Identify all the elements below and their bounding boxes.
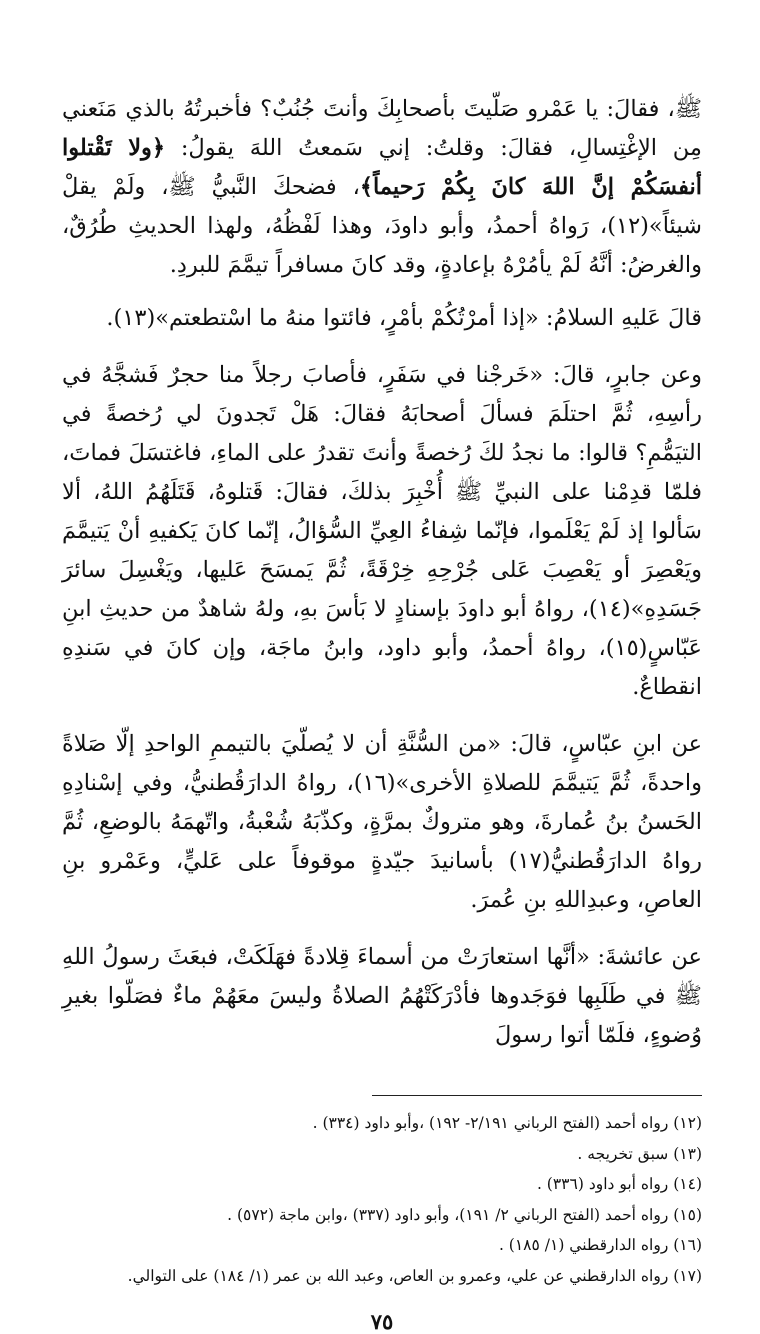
footnote-15: (١٥) رواه أحمد (الفتح الرباني ٢/ ١٩١)، وأبو داود (٣٣٧) ،وابن ماجة (٥٧٢) . <box>227 1205 702 1224</box>
footnote-14: (١٤) رواه أبو داود (٣٣٦) . <box>536 1175 702 1193</box>
body-text <box>62 90 702 1055</box>
quran-verse: ﴿ولا تَقْتلوا أنفسَكُمْ إنَّ اللهَ كانَ بِكُمْ رَحيماً﴾ <box>62 135 702 200</box>
paragraph-command-hadith: قالَ عَليهِ السلامُ: «إذا أمرْتُكُمْ بأمْرٍ، فائتوا منهُ ما اسْتطعتم»(١٣). <box>106 305 702 331</box>
paragraph-jabir-hadith: وعن جابرٍ، قالَ: «خَرجْنا في سَفَرٍ، فأصابَ رجلاً منا حجرٌ فَشجَّهُ في رأسِهِ، ثُمَّ احتلَمَ فسألَ أصحابَهُ فقالَ: هَلْ تَجدونَ لي رُخصةً في التيَمُّمِ؟ قالوا: ما نجدُ لكَ رُخصةً وأنتَ تقدرُ على الماءِ، فاغتسَلَ فماتَ، فلمّا قدِمْنا على النبيِّ ﷺ أُخْبِرَ بذلكَ، فقالَ: قَتلوهُ، قَتَلَهُمُ اللهُ، ألا سَألوا إذ لَمْ يَعْلَموا، فإنّما شِفاءُ العِيِّ السُّؤالُ، إنّما كانَ يَكفيهِ أنْ يَتيمَّمَ ويَعْصِرَ أو يَعْصِبَ عَلى جُرْحِهِ خِرْقَةً، ثُمَّ يَمسَحَ عَليها، ويَغْسِلَ سائرَ جَسَدِهِ»(١٤)، رواهُ أبو داودَ بإسنادٍ لا بَأسَ بهِ، ولهُ شاهدٌ من حديثِ ابنِ عَبّاسٍ(١٥)، رواهُ أحمدُ، وأبو داود، وابنُ ماجَة، وإن كانَ في سَندِهِ انقطاعٌ. <box>62 362 702 700</box>
paragraph-aisha-hadith: عن عائشةَ: «أنَّها استعارَتْ من أسماءَ قِلادةً فهَلَكَتْ، فبعَثَ رسولُ اللهِ ﷺ في طَلَبِها فوَجَدوها فأدْرَكَتْهُمُ الصلاةُ وليسَ معَهُمْ ماءٌ فصَلّوا بغيرِ وُضوءٍ، فلَمّا أتوا رسولَ <box>62 944 702 1048</box>
paragraph-text: ، فضحكَ النَّبيُّ ﷺ، ولَمْ يقلْ شيئاً»(١٢)، رَواهُ أحمدُ، وأبو داودَ، وهذا لَفْظُهُ، ولهذا الحديثِ طُرُقٌ، والغرضُ: أنَّهُ لَمْ يأمُرْهُ بإعادةٍ، وقد كانَ مسافراً تيمَّمَ للبردِ. <box>62 174 702 278</box>
footnote-separator <box>372 1095 702 1096</box>
footnote-17: (١٧) رواه الدارقطني عن علي، وعمرو بن العاص، وعبد الله بن عمر (١/ ١٨٤) على التوالي. <box>127 1266 702 1285</box>
footnotes <box>62 1108 702 1291</box>
paragraph-amr-hadith <box>62 90 702 285</box>
page-number: ٧٥ <box>370 1309 394 1334</box>
footnote-13: (١٣) سبق تخريجه . <box>577 1144 702 1163</box>
footnote-16: (١٦) رواه الدارقطني (١/ ١٨٥) . <box>498 1236 702 1254</box>
footnote-12: (١٢) رواه أحمد (الفتح الرباني ٢/١٩١- ١٩٢) ،وأبو داود (٣٣٤) . <box>312 1114 702 1132</box>
paragraph-text: ﷺ، فقالَ: يا عَمْرو صَلّيتَ بأصحابِكَ وأنتَ جُنُبٌ؟ فأخبرتُهُ بالذي مَنَعني مِن الإغْتِسالِ، فقالَ: وقلتُ: إني سَمعتُ اللهَ يقولُ: <box>62 96 702 161</box>
paragraph-ibn-abbas-hadith: عن ابنِ عبّاسٍ، قالَ: «من السُّنَّةِ أن لا يُصلّيَ بالتيممِ الواحدِ إلّا صَلاةً واحدةً، ثُمَّ يَتيمَّمَ للصلاةِ الأخرى»(١٦)، رواهُ الدارَقُطنيُّ، وفي إسْنادِهِ الحَسنُ بنُ عُمارةَ، وهو متروكٌ بمرَّةٍ، وكذّبَهُ شُعْبةُ، واتّهمَهُ بالوضعِ، ثُمَّ رواهُ الدارَقُطنيُّ(١٧) بأسانيدَ جيّدةٍ موقوفاً على عَليٍّ، وعَمْرو بنِ العاصِ، وعبدِاللهِ بنِ عُمرَ. <box>62 731 702 913</box>
